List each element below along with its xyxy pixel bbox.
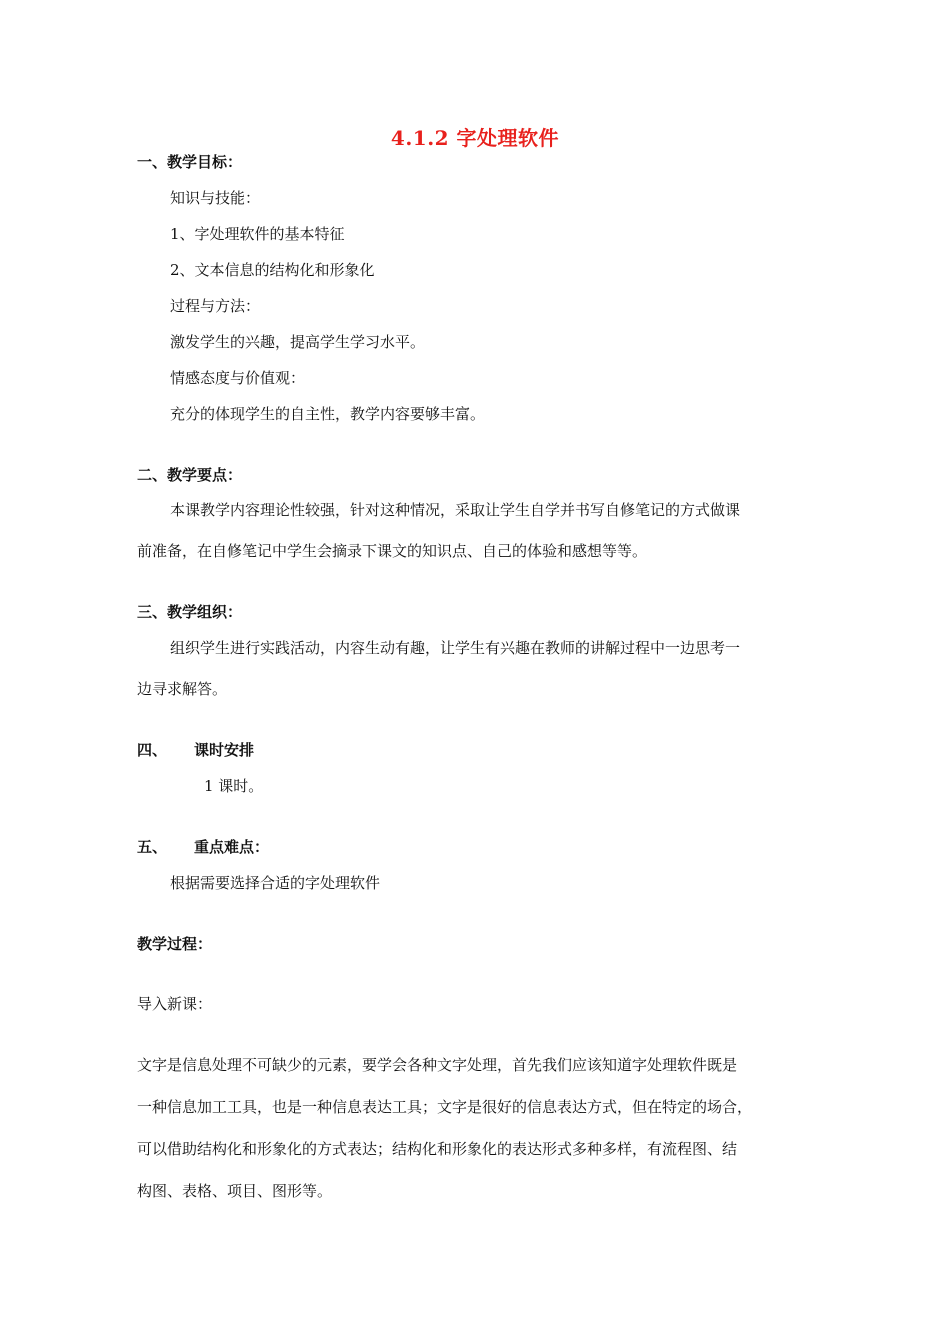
intro-para-line-4: 构图、表格、项目、图形等。 [137, 1182, 333, 1200]
intro-para-line-1: 文字是信息处理不可缺少的元素，要学会各种文字处理，首先我们应该知道字处理软件既是 [137, 1056, 738, 1074]
emotion-label: 情感态度与价值观： [170, 369, 306, 387]
intro-para-line-2: 一种信息加工工具，也是一种信息表达工具；文字是很好的信息表达方式，但在特定的场合， [137, 1098, 753, 1116]
section5-text: 根据需要选择合适的字处理软件 [170, 874, 381, 892]
section5-number: 五、 [137, 838, 168, 856]
objective-item-2: 2、文本信息的结构化和形象化 [170, 261, 375, 279]
emotion-text: 充分的体现学生的自主性，教学内容要够丰富。 [170, 405, 486, 423]
section4-heading [137, 740, 254, 760]
section4-title: 课时安排 [194, 741, 255, 759]
section3-line-2: 边寻求解答。 [137, 680, 228, 698]
section3-line-1: 组织学生进行实践活动，内容生动有趣，让学生有兴趣在教师的讲解过程中一边思考一 [170, 639, 741, 657]
section5-title: 重点难点： [194, 838, 270, 856]
intro-label: 导入新课： [137, 995, 213, 1013]
section3-heading: 三、教学组织： [137, 603, 243, 621]
intro-para-line-3: 可以借助结构化和形象化的方式表达；结构化和形象化的表达形式多种多样，有流程图、结 [137, 1140, 738, 1158]
process-label: 过程与方法： [170, 297, 261, 315]
objective-item-1: 1、字处理软件的基本特征 [170, 225, 345, 243]
process-heading: 教学过程： [137, 935, 213, 953]
section2-line-1: 本课教学内容理论性较强，针对这种情况，采取让学生自学并书写自修笔记的方式做课 [170, 501, 741, 519]
section4-number: 四、 [137, 741, 168, 759]
section2-line-2: 前准备，在自修笔记中学生会摘录下课文的知识点、自己的体验和感想等等。 [137, 542, 648, 560]
section4-text: 1 课时。 [204, 777, 264, 795]
page-title: 4.1.2 字处理软件 [390, 126, 560, 150]
section1-heading: 一、教学目标： [137, 153, 243, 171]
section2-heading: 二、教学要点： [137, 466, 243, 484]
knowledge-label: 知识与技能： [170, 189, 261, 207]
process-text: 激发学生的兴趣，提高学生学习水平。 [170, 333, 426, 351]
section5-heading [137, 837, 269, 857]
